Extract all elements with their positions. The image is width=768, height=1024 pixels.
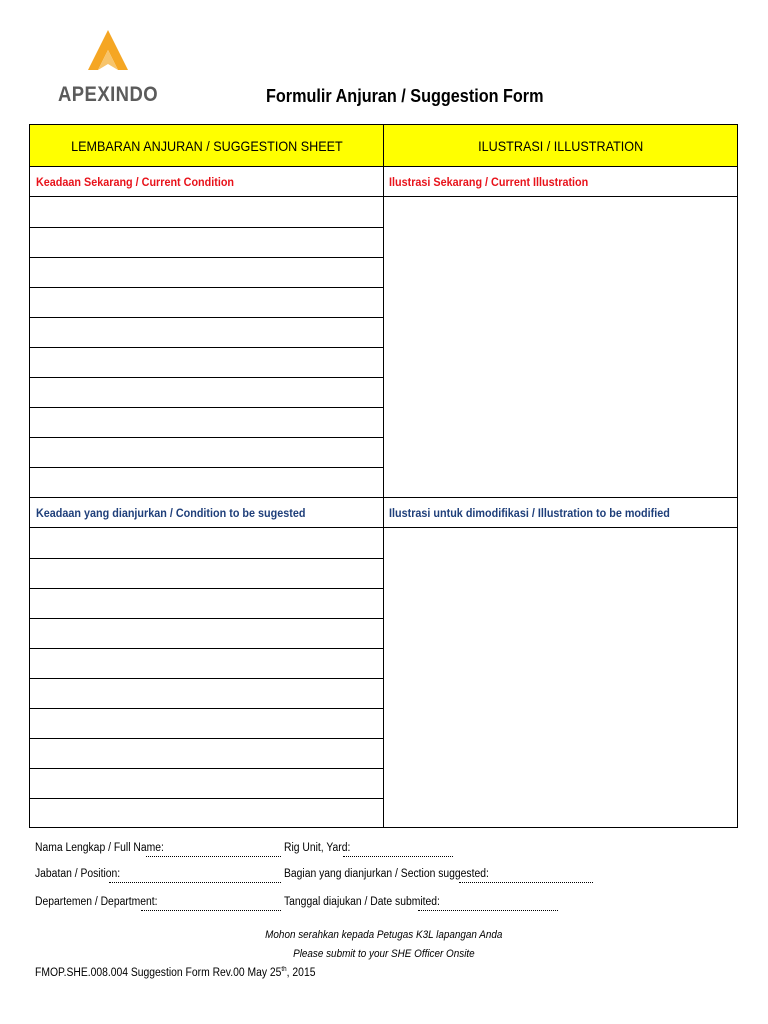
writing-line[interactable] xyxy=(30,227,383,228)
current-condition-label: Keadaan Sekarang / Current Condition xyxy=(36,175,235,189)
document-title: Formulir Anjuran / Suggestion Form xyxy=(266,86,544,106)
writing-line[interactable] xyxy=(30,317,383,318)
department-label: Departemen / Department: xyxy=(35,896,158,908)
writing-line[interactable] xyxy=(30,407,383,408)
section-suggested-input[interactable] xyxy=(459,882,593,883)
writing-line[interactable] xyxy=(30,558,383,559)
apexindo-logo-mark-icon xyxy=(84,28,132,76)
logo-text: APEXINDO xyxy=(58,83,159,106)
position-label: Jabatan / Position: xyxy=(35,868,121,880)
divider xyxy=(30,527,737,528)
date-submitted-input[interactable] xyxy=(418,910,558,911)
apexindo-logo xyxy=(58,28,168,110)
submit-note-english: Please submit to your SHE Officer Onsite xyxy=(293,948,475,960)
writing-line[interactable] xyxy=(30,648,383,649)
writing-line[interactable] xyxy=(30,738,383,739)
date-submitted-label: Tanggal diajukan / Date submited: xyxy=(284,896,440,908)
writing-line[interactable] xyxy=(30,377,383,378)
modified-illustration-label: Ilustrasi untuk dimodifikasi / Illustration to be modified xyxy=(389,506,670,520)
suggestion-form-table xyxy=(29,124,738,828)
divider xyxy=(30,196,737,197)
submit-note-indonesian: Mohon serahkan kepada Petugas K3L lapangan Anda xyxy=(265,929,503,941)
divider xyxy=(30,497,737,498)
writing-line[interactable] xyxy=(30,287,383,288)
full-name-input[interactable] xyxy=(146,856,281,857)
form-revision-footer: FMOP.SHE.008.004 Suggestion Form Rev.00 May 25th, 2015 xyxy=(35,966,316,979)
writing-line[interactable] xyxy=(30,467,383,468)
rig-unit-label: Rig Unit, Yard: xyxy=(284,842,351,854)
writing-line[interactable] xyxy=(30,437,383,438)
suggestion-sheet-header: LEMBARAN ANJURAN / SUGGESTION SHEET xyxy=(30,125,384,166)
suggested-condition-label: Keadaan yang dianjurkan / Condition to be sugested xyxy=(36,506,306,520)
writing-line[interactable] xyxy=(30,347,383,348)
writing-line[interactable] xyxy=(30,768,383,769)
rig-unit-input[interactable] xyxy=(343,856,453,857)
writing-line[interactable] xyxy=(30,618,383,619)
writing-line[interactable] xyxy=(30,257,383,258)
writing-line[interactable] xyxy=(30,588,383,589)
position-input[interactable] xyxy=(109,882,281,883)
writing-line[interactable] xyxy=(30,678,383,679)
writing-line[interactable] xyxy=(30,798,383,799)
department-input[interactable] xyxy=(141,910,281,911)
section-suggested-label: Bagian yang dianjurkan / Section suggested: xyxy=(284,868,489,880)
writing-line[interactable] xyxy=(30,708,383,709)
full-name-label: Nama Lengkap / Full Name: xyxy=(35,842,164,854)
current-illustration-label: Ilustrasi Sekarang / Current Illustration xyxy=(389,175,589,189)
illustration-header: ILUSTRASI / ILLUSTRATION xyxy=(384,125,737,166)
